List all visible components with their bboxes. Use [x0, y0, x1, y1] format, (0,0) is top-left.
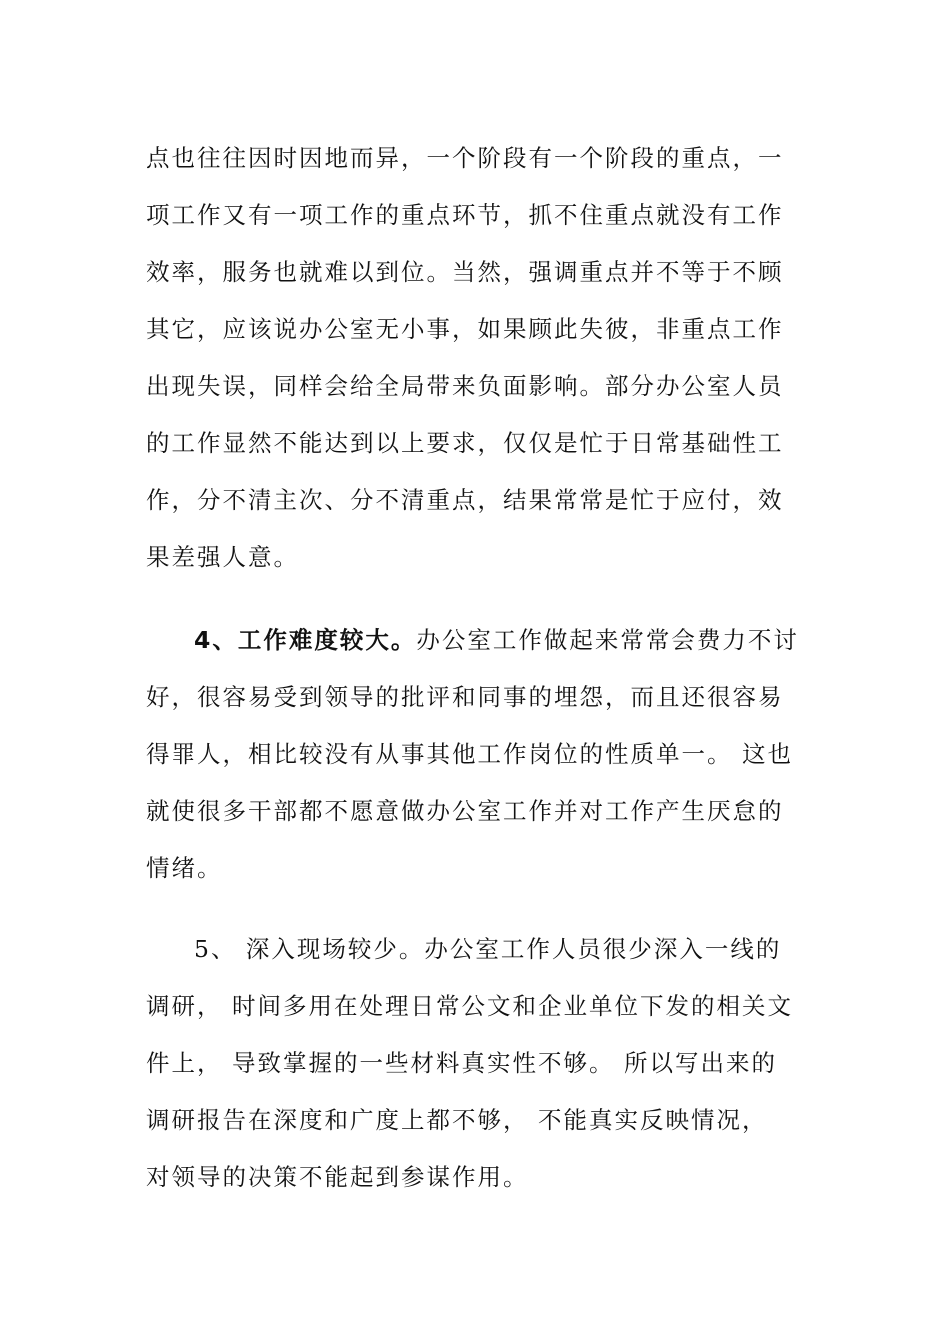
text-line: 得罪人，相比较没有从事其他工作岗位的性质单一。 这也: [146, 740, 793, 768]
text-line: 作，分不清主次、分不清重点，结果常常是忙于应付，效: [146, 486, 784, 514]
text-line: 出现失误，同样会给全局带来负面影响。部分办公室人员: [146, 372, 784, 400]
text-line: 件上， 导致掌握的一些材料真实性不够。 所以写出来的: [146, 1049, 777, 1077]
text-line: 情绪。: [146, 854, 223, 882]
paragraph-3: [146, 921, 806, 1206]
text-line: 的工作显然不能达到以上要求，仅仅是忙于日常基础性工: [146, 429, 784, 457]
paragraph-1: [146, 130, 806, 586]
text-line: 其它，应该说办公室无小事，如果顾此失彼，非重点工作: [146, 315, 784, 343]
text-line-first: [146, 612, 806, 669]
text-line: 对领导的决策不能起到参谋作用。: [146, 1163, 529, 1191]
section-heading: 4、工作难度较大。: [194, 626, 417, 654]
text-line: 好，很容易受到领导的批评和同事的埋怨，而且还很容易: [146, 683, 784, 711]
paragraph-2: [146, 612, 806, 897]
heading-continuation: 办公室工作做起来常常会费力不讨: [416, 626, 799, 654]
text-line: 效率，服务也就难以到位。当然，强调重点并不等于不顾: [146, 258, 784, 286]
text-line: 点也往往因时因地而异，一个阶段有一个阶段的重点，一: [146, 144, 784, 172]
text-line: 调研， 时间多用在处理日常公文和企业单位下发的相关文: [146, 992, 793, 1020]
text-line: 项工作又有一项工作的重点环节，抓不住重点就没有工作: [146, 201, 784, 229]
text-line: 调研报告在深度和广度上都不够， 不能真实反映情况，: [146, 1106, 768, 1134]
text-line: 果差强人意。: [146, 543, 299, 571]
text-line-first: 5、 深入现场较少。办公室工作人员很少深入一线的: [194, 935, 782, 963]
text-line: 就使很多干部都不愿意做办公室工作并对工作产生厌怠的: [146, 797, 784, 825]
